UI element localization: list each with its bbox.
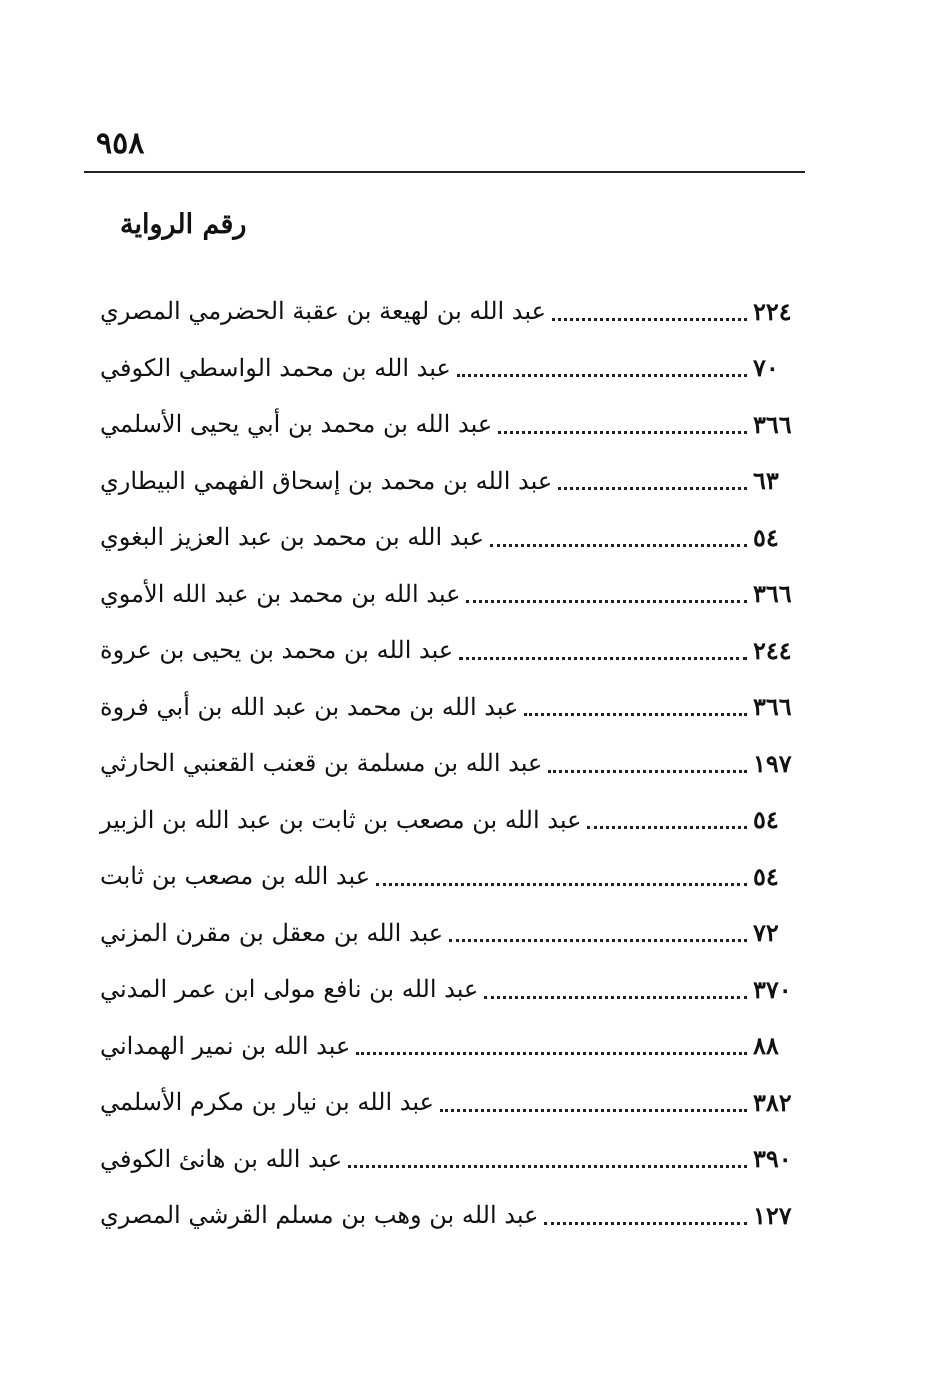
narrator-name: عبد الله بن معقل بن مقرن المزني <box>100 918 444 947</box>
header-divider <box>84 171 805 173</box>
narration-number: ٣٦٦ <box>753 692 792 722</box>
narration-number: ٥٤ <box>753 861 779 891</box>
narration-number: ٥٤ <box>753 805 779 835</box>
dot-leader <box>459 657 747 660</box>
dot-leader <box>348 1165 747 1168</box>
narrator-name: عبد الله بن محمد بن أبي يحيى الأسلمي <box>100 410 493 439</box>
index-entry <box>100 1018 805 1075</box>
narration-number: ٢٢٤ <box>753 296 792 326</box>
index-entry <box>100 453 805 510</box>
index-entry <box>100 396 805 453</box>
index-entry <box>100 1187 805 1244</box>
narration-number: ٢٤٤ <box>753 635 792 665</box>
index-list <box>100 283 805 1244</box>
index-entry <box>100 961 805 1018</box>
narration-number: ١٩٧ <box>753 748 792 778</box>
dot-leader <box>490 544 747 547</box>
narrator-name: عبد الله بن هانئ الكوفي <box>100 1144 343 1173</box>
column-header: رقم الرواية <box>120 209 247 240</box>
narration-number: ٣٧٠ <box>753 974 792 1004</box>
narration-number: ٨٨ <box>753 1031 779 1061</box>
narrator-name: عبد الله بن محمد بن إسحاق الفهمي البيطاري <box>100 466 553 495</box>
dot-leader <box>449 939 747 942</box>
narrator-name: عبد الله بن نيار بن مكرم الأسلمي <box>100 1088 434 1117</box>
index-entry <box>100 283 805 340</box>
dot-leader <box>548 770 747 773</box>
dot-leader <box>544 1222 747 1225</box>
dot-leader <box>587 826 747 829</box>
narrator-name: عبد الله بن محمد بن عبد العزيز البغوي <box>100 523 484 552</box>
narration-number: ١٢٧ <box>753 1200 792 1230</box>
narrator-name: عبد الله بن محمد بن عبد الله الأموي <box>100 579 461 608</box>
dot-leader <box>552 318 747 321</box>
index-entry <box>100 566 805 623</box>
index-entry <box>100 509 805 566</box>
narration-number: ٧٠ <box>753 353 779 383</box>
narrator-name: عبد الله بن نمير الهمداني <box>100 1031 351 1060</box>
narration-number: ٦٣ <box>753 466 779 496</box>
narrator-name: عبد الله بن وهب بن مسلم القرشي المصري <box>100 1201 539 1230</box>
narrator-name: عبد الله بن لهيعة بن عقبة الحضرمي المصري <box>100 297 546 326</box>
narration-number: ٥٤ <box>753 522 779 552</box>
narrator-name: عبد الله بن مصعب بن ثابت <box>100 862 371 891</box>
narrator-name: عبد الله بن مصعب بن ثابت بن عبد الله بن الزبير <box>100 805 582 834</box>
index-entry <box>100 905 805 962</box>
dot-leader <box>524 713 747 716</box>
index-entry <box>100 792 805 849</box>
dot-leader <box>498 431 747 434</box>
page-number: ٩٥٨ <box>96 126 145 161</box>
dot-leader <box>440 1109 747 1112</box>
dot-leader <box>376 883 747 886</box>
dot-leader <box>466 600 747 603</box>
narration-number: ٣٩٠ <box>753 1144 792 1174</box>
index-entry <box>100 340 805 397</box>
index-entry <box>100 622 805 679</box>
index-entry <box>100 679 805 736</box>
index-entry <box>100 848 805 905</box>
narrator-name: عبد الله بن نافع مولى ابن عمر المدني <box>100 975 479 1004</box>
narrator-name: عبد الله بن مسلمة بن قعنب القعنبي الحارثي <box>100 749 543 778</box>
dot-leader <box>558 487 747 490</box>
dot-leader <box>457 374 747 377</box>
narration-number: ٧٢ <box>753 918 779 948</box>
narration-number: ٣٦٦ <box>753 409 792 439</box>
narration-number: ٣٦٦ <box>753 579 792 609</box>
index-entry <box>100 1074 805 1131</box>
narration-number: ٣٨٢ <box>753 1087 792 1117</box>
narrator-name: عبد الله بن محمد بن يحيى بن عروة <box>100 636 454 665</box>
narrator-name: عبد الله بن محمد الواسطي الكوفي <box>100 353 451 382</box>
index-entry <box>100 735 805 792</box>
narrator-name: عبد الله بن محمد بن عبد الله بن أبي فروة <box>100 692 519 721</box>
dot-leader <box>356 1052 747 1055</box>
index-entry <box>100 1131 805 1188</box>
dot-leader <box>484 996 747 999</box>
